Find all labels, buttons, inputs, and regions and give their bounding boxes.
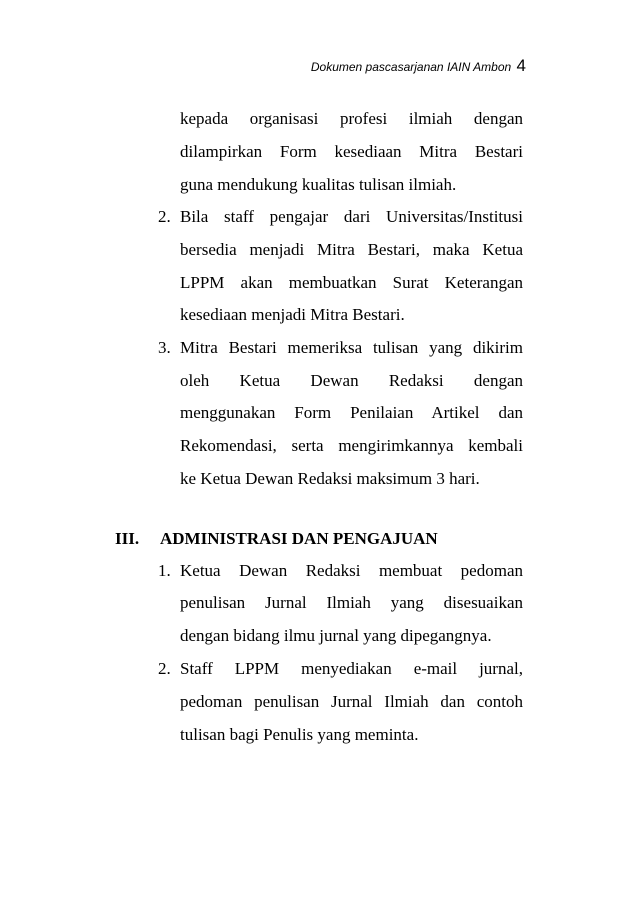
body-line: Bila staff pengajar dari Universitas/Institusi: [180, 207, 523, 226]
body-line: dengan bidang ilmu jurnal yang dipegangnya.: [180, 626, 492, 645]
page-number: 4: [516, 56, 526, 75]
body-line: Ketua Dewan Redaksi membuat pedoman: [180, 561, 523, 580]
body-line: Staff LPPM menyediakan e-mail jurnal,: [180, 659, 523, 678]
body-line: ke Ketua Dewan Redaksi maksimum 3 hari.: [180, 469, 480, 488]
section-title: ADMINISTRASI DAN PENGAJUAN: [160, 529, 438, 548]
list-number: 3.: [158, 338, 171, 357]
body-line: menggunakan Form Penilaian Artikel dan: [180, 403, 523, 422]
body-line: bersedia menjadi Mitra Bestari, maka Ketua: [180, 240, 523, 259]
body-line: Rekomendasi, serta mengirimkannya kembali: [180, 436, 523, 455]
list-number: 2.: [158, 207, 171, 226]
body-line: guna mendukung kualitas tulisan ilmiah.: [180, 175, 457, 194]
body-line: kesediaan menjadi Mitra Bestari.: [180, 305, 405, 324]
body-line: tulisan bagi Penulis yang meminta.: [180, 725, 419, 744]
body-line: kepada organisasi profesi ilmiah dengan: [180, 109, 523, 128]
body-line: dilampirkan Form kesediaan Mitra Bestari: [180, 142, 523, 161]
body-line: LPPM akan membuatkan Surat Keterangan: [180, 273, 523, 292]
list-number: 2.: [158, 659, 171, 678]
body-line: pedoman penulisan Jurnal Ilmiah dan contoh: [180, 692, 523, 711]
page-header: [311, 56, 526, 77]
body-line: oleh Ketua Dewan Redaksi dengan: [180, 371, 523, 390]
body-line: penulisan Jurnal Ilmiah yang disesuaikan: [180, 593, 523, 612]
header-text: Dokumen pascasarjanan IAIN Ambon: [310, 60, 512, 74]
body-line: Mitra Bestari memeriksa tulisan yang dikirim: [180, 338, 523, 357]
section-number: III.: [115, 529, 140, 548]
list-number: 1.: [158, 561, 171, 580]
